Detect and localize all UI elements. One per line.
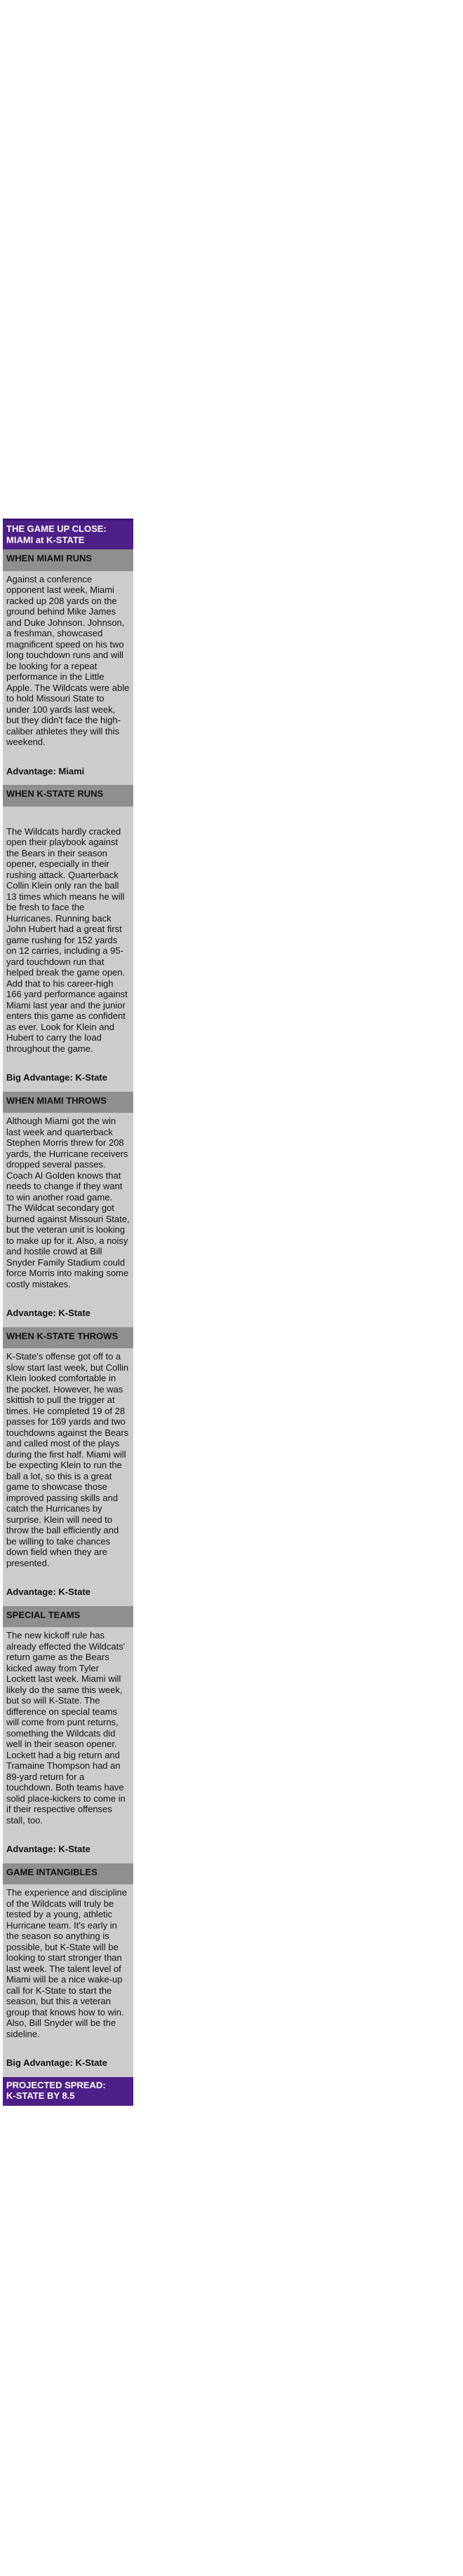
projected-spread [3, 2077, 133, 2106]
section-body [3, 1348, 133, 1568]
section-body [3, 571, 133, 748]
projected-spread-line1: PROJECTED SPREAD: [6, 2079, 106, 2090]
section-spacer [3, 807, 133, 823]
projected-spread-line2: K-STATE BY 8.5 [6, 2090, 75, 2101]
section-game-intangibles [3, 1863, 133, 2077]
section-heading: WHEN MIAMI THROWS [3, 1092, 133, 1114]
section-miami-runs [3, 549, 133, 785]
section-heading: WHEN K-STATE THROWS [3, 1327, 133, 1349]
advantage-label: Advantage: K-State [6, 1844, 90, 1854]
section-kstate-runs [3, 785, 133, 1092]
section-body [3, 1627, 133, 1825]
section-heading: WHEN MIAMI RUNS [3, 549, 133, 571]
advantage-label: Advantage: K-State [6, 1308, 90, 1318]
preview-title-line1: THE GAME UP CLOSE: [6, 523, 107, 534]
advantage-label: Advantage: K-State [6, 1587, 90, 1597]
section-body [3, 1113, 133, 1289]
section-text: Against a conference opponent last week, Miami racked up 208 yards on the ground behind Mike James and Duke Johnson. Johnson, a freshman, showcased magnificent speed on his two long touchdown runs and will be looking for a repeat performance in the Little Apple. The Wildcats were able to hold Missouri State to under 100 yards last week, but they didn't face the high-caliber athletes they will this weekend. [6, 573, 130, 747]
section-heading: WHEN K-STATE RUNS [3, 785, 133, 807]
section-text: Although Miami got the win last week and quarterback Stephen Morris threw for 208 yards, the Hurricane receivers dropped several passes. Coach Al Golden knows that needs to change if they want to win another road game. The Wildcat secondary got burned against Missouri State, but the veteran unit is looking to make up for it. Also, a noisy and hostile crowd at Bill Snyder Family Stadium could force Morris into making some costly mistakes. [6, 1116, 130, 1289]
preview-title [3, 519, 133, 549]
game-preview-sidebar [3, 519, 133, 2106]
section-kstate-throws [3, 1327, 133, 1606]
section-text: The experience and discipline of the Wildcats will truly be tested by a young, athletic Hurricane team. It's early in the season so anything is possible, but K-State will be looking to start stronger than last week. The talent level of Miami will be a nice wake-up call for K-State to start the season, but this a veteran group that knows how to win. Also, Bill Snyder will be the sideline. [6, 1887, 127, 2039]
section-text: The Wildcats hardly cracked open their playbook against the Bears in their season opener, especially in their rushing attack. Quarterback Collin Klein only ran the ball 13 times which means he will be fresh to face the Hurricanes. Running back John Hubert had a great first game rushing for 152 yards on 12 carries, including a 95-yard touchdown run that helped break the game open. Add that to his career-high 166 yard performance against Miami last year and the junior enters this game as confident as ever. Look for Klein and Hubert to carry the load throughout the game. [6, 825, 128, 1054]
section-special-teams [3, 1606, 133, 1863]
preview-title-line2: MIAMI at K-STATE [6, 534, 85, 545]
section-miami-throws [3, 1092, 133, 1327]
section-heading: SPECIAL TEAMS [3, 1606, 133, 1628]
section-text: The new kickoff rule has already effected the Wildcats' return game as the Bears kicked away from Tyler Lockett last week. Miami will likely do the same this week, but so will K-State. The difference on special teams will come from punt returns, something the Wildcats did well in their season opener. Lockett had a big return and Tramaine Thompson had an 89-yard return for a touchdown. Both teams have solid place-kickers to come in if their respective offenses stall, too. [6, 1630, 126, 1825]
section-heading: GAME INTANGIBLES [3, 1863, 133, 1885]
advantage-label: Big Advantage: K-State [6, 2057, 107, 2068]
advantage-label: Advantage: Miami [6, 765, 85, 776]
section-text: K-State's offense got off to a slow start last week, but Collin Klein looked comfortable in the pocket. However, he was skittish to pull the trigger at times. He completed 19 of 28 passes for 169 yards and two touchdowns against the Bears and called most of the plays during the first half. Miami will be expecting Klein to run the ball a lot, so this is a great game to showcase those improved passing skills and catch the Hurricanes by surprise. Klein will need to throw the ball efficiently and be willing to take chances down field when they are presented. [6, 1351, 129, 1568]
section-body [3, 823, 133, 1055]
advantage-label: Big Advantage: K-State [6, 1072, 107, 1083]
section-body [3, 1884, 133, 2039]
